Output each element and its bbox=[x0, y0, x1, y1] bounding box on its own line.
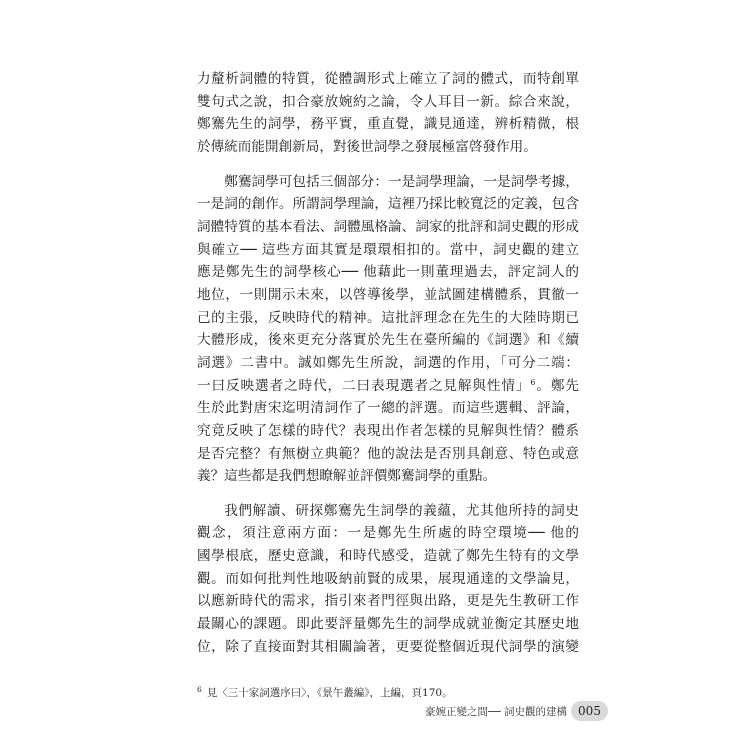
paragraph bbox=[197, 500, 579, 659]
text-line: 一是詞的創作。所謂詞學理論，這裡乃採比較寬泛的定義，包含 bbox=[197, 196, 579, 213]
text-line-with-note bbox=[197, 375, 579, 398]
page-footer bbox=[380, 701, 608, 721]
text-line: 以應新時代的需求，指引來者門徑與出路，更是先生教研工作 bbox=[197, 593, 579, 610]
text-line: 國學根底，歷史意識，和時代感受，造就了鄭先生特有的文學 bbox=[197, 548, 579, 565]
page-number: 005 bbox=[571, 701, 608, 721]
text-segment: 。鄭先 bbox=[535, 377, 579, 394]
footnote-reference: 6 bbox=[530, 377, 536, 387]
text-line: 詞選》二書中。誠如鄭先生所說，詞選的作用，「可分二端： bbox=[197, 354, 579, 371]
text-line: 己的主張，反映時代的精神。這批評理念在先生的大陸時期已 bbox=[197, 309, 579, 326]
text-line: 於傳統而能開創新局，對後世詞學之發展極富啓發作用。 bbox=[197, 138, 537, 155]
text-line: 與確立── 這些方面其實是環環相扣的。當中，詞史觀的建立 bbox=[197, 241, 579, 258]
paragraph bbox=[197, 171, 579, 488]
text-line: 觀念，須注意兩方面：一是鄭先生所處的時空環境── 他的 bbox=[197, 525, 579, 542]
text-line: 位，除了直接面對其相關論著，更要從整個近現代詞學的演變 bbox=[197, 638, 579, 655]
text-line: 鄭騫詞學可包括三個部分：一是詞學理論，一是詞學考據， bbox=[224, 173, 579, 190]
running-title: 豪婉正變之間── 詞史觀的建構 bbox=[425, 705, 567, 718]
text-line: 我們解讀、研探鄭騫先生詞學的義蘊，尤其他所持的詞史 bbox=[224, 502, 579, 519]
footnote bbox=[197, 685, 579, 701]
footnote-text: 見〈三十家詞選序曰〉，《景午叢編》，上編，頁170。 bbox=[206, 687, 453, 699]
text-line: 力釐析詞體的特質，從體調形式上確立了詞的體式，而特創單 bbox=[197, 71, 579, 87]
body-text bbox=[197, 68, 579, 658]
text-line: 詞體特質的基本看法、詞體風格論、詞家的批評和詞史觀的形成 bbox=[197, 218, 579, 235]
footnote-marker: 6 bbox=[197, 685, 202, 694]
text-line: 究竟反映了怎樣的時代？表現出作者怎樣的見解與性情？體系 bbox=[197, 422, 579, 439]
text-line: 雙句式之說，扣合豪放婉約之論，令人耳目一新。綜合來說， bbox=[197, 93, 579, 110]
text-line: 最關心的課題。即此要評量鄭先生的詞學成就並衡定其歷史地 bbox=[197, 616, 579, 633]
text-segment: 一曰反映選者之時代，二曰表現選者之見解與性情」 bbox=[197, 377, 531, 394]
text-line: 應是鄭先生的詞學核心── 他藉此一則董理過去，評定詞人的 bbox=[197, 264, 579, 281]
text-line: 義？這些都是我們想瞭解並評價鄭騫詞學的重點。 bbox=[197, 468, 497, 485]
text-line: 地位，一則開示未來，以啓導後學，並試圖建構體系，貫徹一 bbox=[197, 286, 579, 303]
text-line: 觀。而如何批判性地吸納前賢的成果，展現通達的文學論見， bbox=[197, 570, 579, 587]
text-line: 鄭騫先生的詞學，務平實，重直覺，識見通達，辨析精微，根 bbox=[197, 116, 579, 133]
text-line: 是否完整？有無樹立典範？他的說法是否別具創意、特色或意 bbox=[197, 445, 579, 462]
text-line: 大體形成，後來更充分落實於先生在臺所編的《詞選》和《續 bbox=[197, 332, 579, 349]
paragraph bbox=[197, 68, 579, 159]
text-line: 生於此對唐宋迄明清詞作了一總的評選。而這些選輯、評論， bbox=[197, 400, 579, 417]
